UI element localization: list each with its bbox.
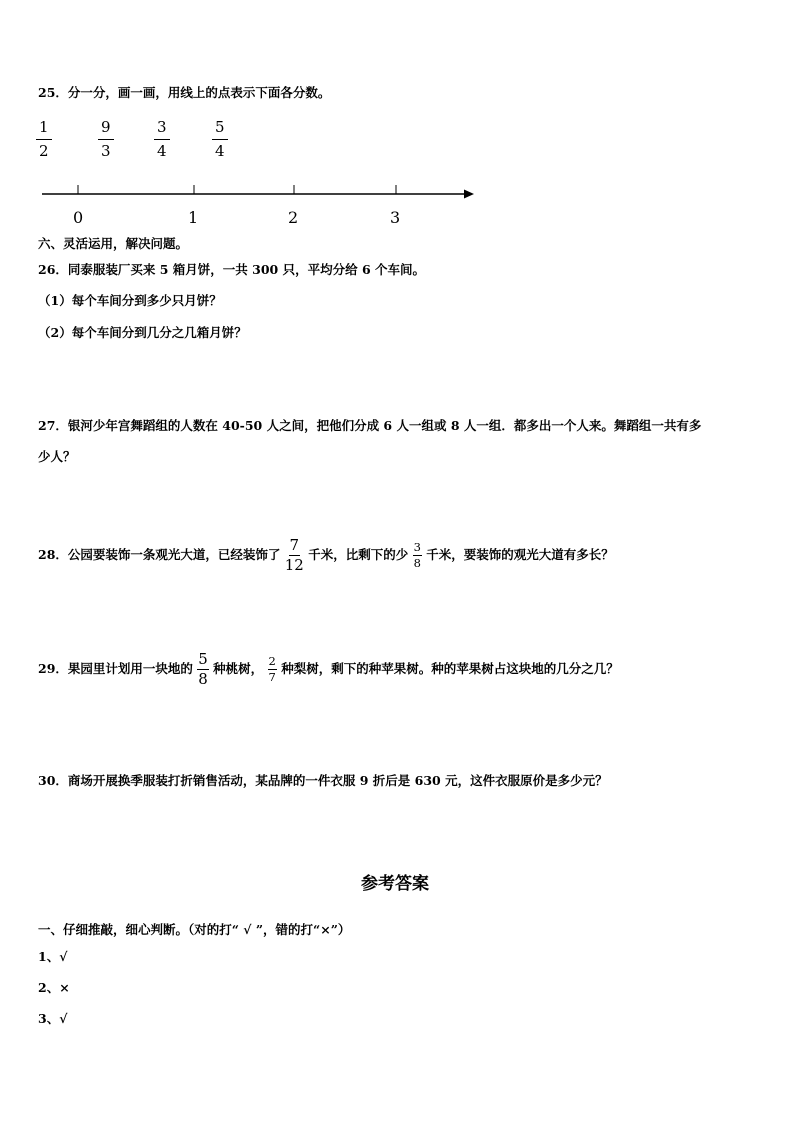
numerator: 5 (212, 120, 228, 140)
answer-item-1: 1、√ (38, 949, 68, 964)
denominator: 12 (284, 556, 304, 574)
q25-text: 25．分一分，画一画，用线上的点表示下面各分数。 (38, 85, 331, 100)
numerator: 3 (413, 542, 422, 557)
q26-text: 26．同泰服装厂买来 5 箱月饼，一共 300 只，平均分给 6 个车间。 (38, 262, 425, 277)
denominator: 2 (39, 142, 49, 160)
q29-text-after: 种梨树，剩下的种苹果树。种的苹果树占这块地的几分之几？ (281, 661, 619, 676)
q28-text-middle: 千米，比剩下的少 (308, 547, 409, 562)
q30-text: 30．商场开展换季服装打折销售活动，某品牌的一件衣服 9 折后是 630 元，这件衣服原价是多少元？ (38, 773, 608, 788)
q26-sub2: （2）每个车间分到几分之几箱月饼？ (38, 325, 247, 340)
q28-text-before: 28．公园要装饰一条观光大道，已经装饰了 (38, 547, 281, 562)
numerator: 5 (198, 650, 208, 668)
section-heading-6: 六、灵活运用，解决问题。 (38, 236, 189, 251)
denominator: 7 (268, 670, 276, 684)
answers-section-heading-1: 一、仔细推敲，细心判断。（对的打“ √ ”，错的打“×”） (38, 922, 351, 937)
denominator: 8 (413, 556, 421, 570)
denominator: 4 (215, 142, 225, 160)
numerator: 2 (268, 656, 277, 671)
answer-item-3: 3、√ (38, 1011, 68, 1026)
q27-line1: 27．银河少年宫舞蹈组的人数在 40-50 人之间，把他们分成 6 人一组或 8 人一组．都多出一个人来。舞蹈组一共有多 (38, 418, 702, 433)
numerator: 1 (36, 120, 52, 140)
q27-line2: 少人？ (38, 449, 76, 464)
number-line-label-1: 1 (188, 208, 199, 227)
q28-text-after: 千米，要装饰的观光大道有多长？ (426, 547, 614, 562)
numerator: 9 (98, 120, 114, 140)
denominator: 3 (101, 142, 111, 160)
q26-sub1: （1）每个车间分到多少只月饼？ (38, 293, 222, 308)
numerator: 7 (289, 536, 300, 554)
numerator: 3 (154, 120, 170, 140)
answer-item-2: 2、× (38, 980, 70, 995)
q28-fraction-2 (413, 539, 422, 570)
q29-fraction-2 (268, 653, 277, 684)
q28-fraction-1 (285, 538, 304, 573)
q29-text-before: 29．果园里计划用一块地的 (38, 661, 193, 676)
q29-text (38, 652, 619, 687)
denominator: 8 (198, 670, 208, 688)
q28-text (38, 538, 614, 573)
answers-title: 参考答案 (361, 874, 429, 894)
q29-fraction-1 (197, 652, 209, 687)
number-line-label-0: 0 (73, 208, 84, 227)
number-line-label-3: 3 (390, 208, 401, 227)
number-line-arrow-icon (464, 190, 474, 199)
q29-text-middle: 种桃树， (213, 661, 264, 676)
number-line-label-2: 2 (288, 208, 299, 227)
denominator: 4 (157, 142, 167, 160)
